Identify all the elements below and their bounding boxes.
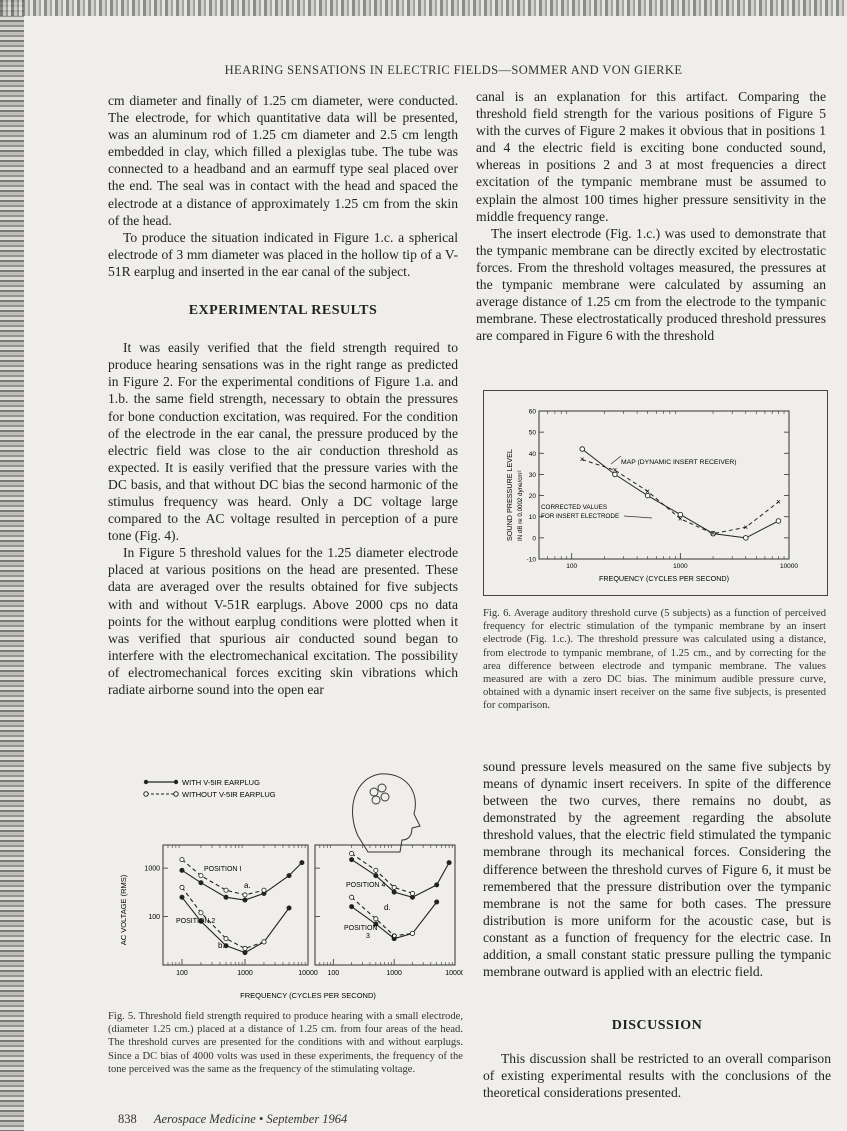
y-tick-label: 100	[148, 914, 160, 922]
y-tick-label: 40	[528, 450, 536, 458]
data-point	[199, 911, 203, 915]
data-point	[243, 946, 247, 950]
data-point	[300, 860, 304, 864]
x-tick-label: 1000	[673, 563, 688, 570]
legend-solid-marker-b	[174, 780, 178, 784]
data-point	[199, 874, 203, 878]
x-tick-label: 100	[566, 563, 578, 570]
figure-5	[108, 770, 463, 1006]
x-tick-label: 1000	[237, 970, 253, 977]
data-point-x: ×	[678, 514, 683, 524]
right-paragraph-2: The insert electrode (Fig. 1.c.) was used to demonstrate that the tympanic membrane can be directly excited by electrostatic forces. From the threshold voltages measured, the pressures at the tympanic membrane were calculated by assuming an average distance of 1.25 cm from the electrode to the tympanic membrane. These electrostatically produced threshold pressures are compared in Figure 6 with the threshold	[476, 225, 826, 344]
x-tick-label: 1000	[386, 970, 402, 977]
data-point	[350, 857, 354, 861]
page-number: 838	[118, 1112, 137, 1126]
figure-6-caption: Fig. 6. Average auditory threshold curve (5 subjects) as a function of perceived frequency for electric stimulation of the tympanic membrane by an insert electrode (Fig. 1.c.). The threshold pressure was calculated using a distance, from electrode to tympanic membrane, of 1.25 cm., and by correcting for the area difference between electrode and tympanic membrane. The values measured are with a zero DC bias. The minimum audible pressure curve, obtained with a dynamic insert receiver on the same five subjects, is presented for comparison.	[483, 608, 826, 712]
y-tick-label: 1000	[144, 865, 160, 873]
right-column-top	[476, 88, 826, 344]
figure-6-plot-frame	[539, 411, 789, 559]
data-point	[350, 851, 354, 855]
y-tick-label: 20	[528, 493, 536, 501]
running-header: HEARING SENSATIONS IN ELECTRIC FIELDS—SOMMER AND VON GIERKE	[224, 63, 683, 77]
data-point	[392, 890, 396, 894]
figure-6-map-leader	[611, 456, 621, 464]
data-point	[374, 874, 378, 878]
data-point	[743, 536, 748, 541]
x-tick-label: 10000	[779, 563, 799, 570]
figure-6-label-map: MAP (DYNAMIC INSERT RECEIVER)	[621, 459, 737, 466]
data-point	[243, 951, 247, 955]
y-tick-label: 60	[528, 408, 536, 416]
data-point	[243, 893, 247, 897]
figure-5-chart	[108, 770, 463, 1006]
y-tick-label: 0	[532, 535, 536, 543]
figure-6-corrected-leader	[624, 516, 652, 518]
data-point	[287, 874, 291, 878]
left-paragraph-3: It was easily verified that the field strength required to produce hearing sensations was in the right range as predicted in Figure 2. For the experimental conditions of Figure 1.a. and 1.b. the same field strength, necessary to obtain the pressures for bone conduction excitation, was required. For the condition of the electrode in the ear canal, the pressure produced by the electric field was close to the air conduction threshold as expected. It is easily verified that the pressure varies with the DC basis, and that without DC bias the second harmonic of the stimulus frequency was heard. Only a DC voltage large compared to the AC voltage resulted in perception of a pure tone (Fig. 4).	[108, 340, 458, 544]
data-point	[224, 888, 228, 892]
head-sketch	[353, 774, 420, 852]
x-tick-label: 100	[327, 970, 340, 977]
label-position-3-number: 3	[366, 933, 370, 940]
data-point	[392, 885, 396, 889]
data-point	[410, 891, 414, 895]
left-paragraph-1: cm diameter and finally of 1.25 cm diameter, were conducted. The electrode, for which quantitative data will be presented, was an aluminum rod of 1.25 cm diameter and 2.5 cm length embedded in clay, which filled a plexiglas tube. The tube was connected to a headband and an earmuff type seal placed over the end. The seal was in contact with the head and spaced the electrode at a distance of approximately 1.25 cm from the skin of the head.	[108, 93, 458, 228]
label-c: c.	[392, 931, 399, 940]
figure-6	[483, 390, 828, 596]
legend-with-earplug: WITH V-5IR EARPLUG	[182, 778, 260, 787]
section-title-experimental-results: EXPERIMENTAL RESULTS	[188, 303, 378, 319]
label-a: a.	[244, 881, 251, 890]
data-point	[580, 447, 585, 452]
legend-open-marker-b	[174, 792, 178, 796]
data-point	[776, 519, 781, 524]
y-tick-label: 30	[528, 471, 536, 479]
left-paragraph-2: To produce the situation indicated in Figure 1.c. a spherical electrode of 3 mm diameter was placed in the hollow tip of a V-51R earplug and inserted in the ear canal of the subject.	[108, 229, 458, 279]
figure-5-panel-1-frame	[163, 845, 308, 965]
figure-6-xlabel: FREQUENCY (CYCLES PER SECOND)	[598, 574, 730, 583]
data-point	[224, 895, 228, 899]
data-point	[435, 883, 439, 887]
data-point	[180, 857, 184, 861]
figure-6-ylabel-2: IN dB re 0.0002 dyne/cm²	[517, 470, 524, 541]
data-point	[410, 931, 414, 935]
label-b: b.	[218, 941, 225, 950]
legend-open-marker-a	[144, 792, 148, 796]
figure-6-label-corrected-2: FOR INSERT ELECTRODE	[541, 513, 620, 520]
legend-without-earplug: WITHOUT V-5IR EARPLUG	[182, 790, 276, 799]
data-point	[243, 898, 247, 902]
data-point	[180, 895, 184, 899]
data-point	[374, 868, 378, 872]
left-paragraph-4: In Figure 5 threshold values for the 1.25 diameter electrode placed at various positions on the head are presented. These data are averaged over the results obtained for five subjects with and without V-51R earplugs. Above 2000 cps no data points for the without earplug conditions were plotted when it was verified that spurious air conducted sound began to interfere with the electromechanical excitation. The possibility of electromechanical forces exciting skin vibrations which radiate airborne sound into the open ear	[108, 545, 458, 697]
right-paragraph-3: sound pressure levels measured on the same five subjects by means of dynamic insert receivers. In spite of the difference between the two curves, there remains no doubt, as demonstrated by the agreement regarding the absolute threshold values, that the electric field stimulated the tympanic membrane through its mechanical forces. Considering the difference between the threshold curves of Figure 6, it must be remembered that the pressure distribution over the tympanic membrane is not the same for both cases. The pressure distribution is more uniform for the acoustic case, but is constant as a function of frequency for the electric case. In addition, a small constant static pressure pulling the tympanic membrane outward is applied with an electric field.	[483, 759, 831, 980]
legend-solid-marker-a	[144, 780, 148, 784]
x-tick-label: 100	[176, 970, 188, 977]
data-point	[262, 940, 266, 944]
label-d: d.	[384, 903, 391, 912]
scan-edge-left	[0, 0, 24, 1131]
y-tick-label: -10	[526, 556, 536, 564]
data-point-x: ×	[710, 529, 716, 539]
x-tick-label: 10000	[445, 970, 463, 977]
label-position-2: POSITION 2	[176, 918, 216, 925]
data-point	[287, 906, 291, 910]
data-point	[374, 917, 378, 921]
x-tick-label: 10000	[298, 970, 318, 977]
figure-6-label-corrected-1: CORRECTED VALUES	[541, 504, 608, 511]
journal-name: Aerospace Medicine • September 1964	[153, 1112, 348, 1126]
panel-1-series-2	[182, 860, 264, 895]
data-point	[350, 895, 354, 899]
data-point-x: ×	[776, 497, 781, 507]
figure-5-xlabel: FREQUENCY (CYCLES PER SECOND)	[240, 991, 376, 1000]
figure-5-caption: Fig. 5. Threshold field strength required to produce hearing with a small electrode, (diameter 1.25 cm.) placed at a distance of 1.25 cm. from four areas of the head. The threshold curves are presented for the conditions with and without earplugs. Since a DC bias of 4000 volts was used in these experiments, the frequency of the tone perceived was the same as the frequency of the stimulating voltage.	[108, 1011, 463, 1075]
data-point	[435, 900, 439, 904]
panel-2-series-1	[352, 860, 450, 898]
figure-5-ylabel: AC VOLTAGE (RMS)	[119, 874, 128, 946]
figure-6-chart	[484, 391, 827, 595]
data-point-x: ×	[743, 522, 749, 532]
label-position-4: POSITION 4	[346, 882, 386, 889]
left-column	[108, 92, 458, 698]
data-point-x: ×	[645, 486, 650, 496]
scan-edge-top	[0, 0, 847, 16]
data-point	[180, 868, 184, 872]
label-position-1: POSITION I	[204, 866, 242, 873]
data-point-x: ×	[612, 465, 618, 475]
label-position-3: POSITION	[344, 925, 378, 932]
page-footer	[118, 1112, 347, 1127]
data-point	[447, 860, 451, 864]
data-point	[199, 881, 203, 885]
data-point-x: ×	[579, 455, 585, 465]
data-point	[262, 888, 266, 892]
discussion-paragraph: This discussion shall be restricted to an overall comparison of existing experimental results with the conclusions of the theoretical considerations presented.	[483, 1051, 831, 1100]
figure-6-ylabel-1: SOUND PRESSURE LEVEL	[505, 449, 514, 541]
right-paragraph-1: canal is an explanation for this artifact. Comparing the threshold field strength for the various positions of Figure 5 with the curves of Figure 2 makes it obvious that in positions 1 and 4 the electric field is exciting bone conducted sound, whereas in positions 2 and 3 at most frequencies a direct excitation of the tympanic membrane must be assumed to explain the almost 100 times higher pressure sensitivity in the middle frequency range.	[476, 89, 826, 224]
right-column-bottom	[483, 758, 831, 980]
data-point	[350, 905, 354, 909]
y-tick-label: 50	[528, 429, 536, 437]
section-title-discussion: DISCUSSION	[611, 1018, 703, 1033]
y-tick-label: 10	[528, 514, 536, 522]
data-point	[180, 885, 184, 889]
